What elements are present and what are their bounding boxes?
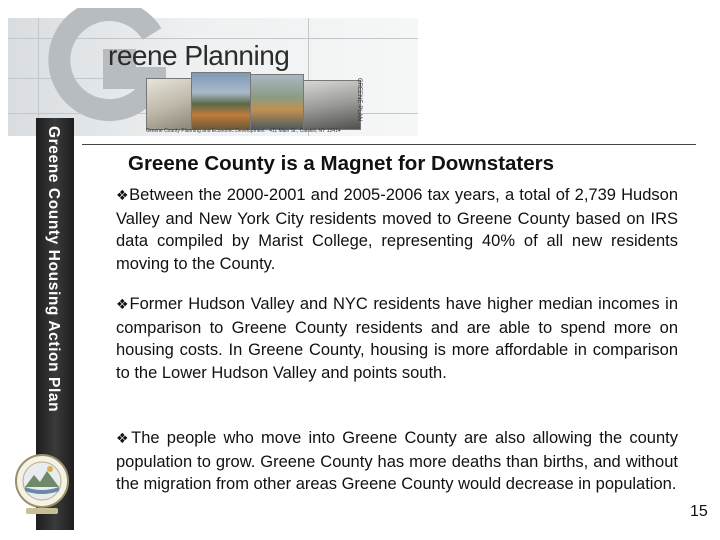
bullet-text-1: Between the 2000-2001 and 2005-2006 tax years, a total of 2,739 Hudson Valley and New York City residents moved to Greene County based on IRS data compiled by Marist College, representing 40% of all new residents moving to the County. [116, 186, 678, 273]
title-rule [82, 144, 696, 145]
banner-caption: Greene County Planning and Economic Development · 411 Main St., Catskill, NY 12414 [146, 128, 341, 134]
bullet-diamond-icon: ❖ [116, 431, 132, 447]
photo-mountain-landscape [191, 72, 251, 130]
brand-title: reene Planning [108, 40, 290, 71]
bullet-diamond-icon: ❖ [116, 188, 130, 204]
bullet-paragraph-3 [116, 427, 678, 496]
bullet-paragraph-2 [116, 293, 678, 384]
page-number: 15 [690, 503, 708, 520]
photo-bridge [250, 74, 304, 130]
bullet-text-2: Former Hudson Valley and NYC residents have higher median incomes in comparison to Greene County residents and are able to spend more on housing costs. In Greene County, housing is more affordable in comparison to the Lower Hudson Valley and points south. [116, 295, 678, 382]
sidebar-label: Greene County Housing Action Plan [45, 126, 62, 413]
county-seal-icon [12, 435, 72, 525]
slide-title: Greene County is a Magnet for Downstaters [128, 152, 555, 175]
photo-documents [146, 78, 192, 130]
banner-side-text: GREENE·PLAN [356, 78, 362, 122]
photo-desk [303, 80, 361, 130]
bullet-text-3: The people who move into Greene County are also allowing the county population to grow. Greene County has more deaths than births, and without the migration from other areas Greene County would decrease in population. [116, 429, 678, 494]
bullet-diamond-icon: ❖ [116, 297, 130, 313]
bullet-paragraph-1 [116, 184, 678, 275]
